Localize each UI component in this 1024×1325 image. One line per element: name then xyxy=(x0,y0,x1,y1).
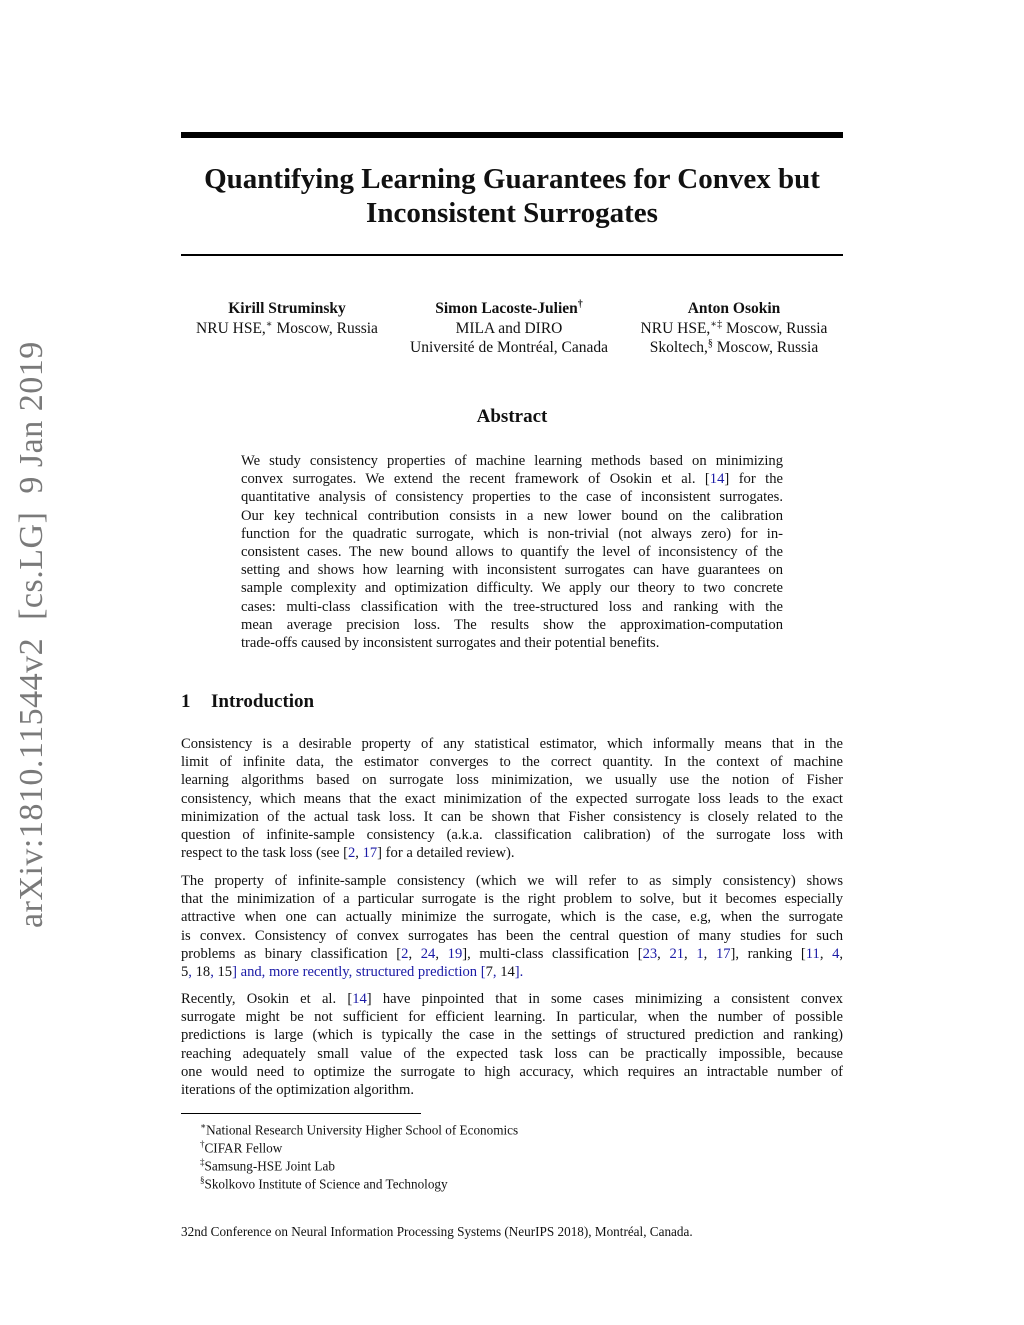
arxiv-sidebar-stamp xyxy=(13,341,53,928)
text-line: reaching adequately small value of the expected task loss can be practically impossible, because xyxy=(181,1045,843,1062)
text-line: that the minimization of a particular surrogate is the right problem to solve, but it becomes especially xyxy=(181,891,843,908)
text-line: question of infinite-sample consistency (a.k.a. classification calibration) of the surrogate loss with xyxy=(181,827,843,844)
text-line: mean average precision loss. The results show the approximation-computation xyxy=(241,616,783,633)
author-block xyxy=(625,299,843,358)
text-fragment: , xyxy=(435,945,448,962)
abstract-body xyxy=(241,452,783,652)
citation-link[interactable]: 23 xyxy=(642,945,658,962)
text-fragment: 18 xyxy=(195,964,211,981)
title-line-1: Quantifying Learning Guarantees for Convex but xyxy=(204,163,820,195)
text-fragment: , xyxy=(355,845,363,862)
text-line: surrogate might be not sufficient for efficient learning. In particular, when the number of possible xyxy=(181,1009,843,1026)
text-line: Our key technical contribution consists in a new lower bound on the calibration xyxy=(241,507,783,524)
text-line: limit of infinite data, the estimator converges to the correct quantity. In the context of machine xyxy=(181,754,843,771)
footnote-mark: ∗ xyxy=(200,1121,207,1131)
text-fragment: , xyxy=(684,945,697,962)
text-fragment: ] have pinpointed that in some cases minimizing a consistent convex xyxy=(366,991,843,1007)
text-fragment: problems as binary classification [ xyxy=(181,945,402,962)
text-line: consistency, which means that the exact minimization of the expected surrogate loss leads to the exact xyxy=(181,790,843,807)
text-line: cases: multi-class classification with the tree-structured loss and ranking with the xyxy=(241,598,783,615)
text-fragment: , xyxy=(819,945,833,962)
title-line-2: Inconsistent Surrogates xyxy=(366,197,658,229)
citation-link[interactable]: 17 xyxy=(362,845,378,862)
text-line: consistent cases. The new bound allows to quantify the level of inconsistency of the xyxy=(241,544,783,561)
footnote-text: Samsung-HSE Joint Lab xyxy=(204,1158,335,1174)
text-fragment: 14 xyxy=(500,964,515,981)
text-line: iterations of the optimization algorithm. xyxy=(181,1082,415,1099)
arxiv-category: [cs.LG] xyxy=(13,511,50,620)
citation-link[interactable]: , xyxy=(188,964,196,981)
abstract-heading: Abstract xyxy=(476,406,548,427)
footnote-mark: ‡ xyxy=(200,1157,205,1167)
text-line: trade-offs caused by inconsistent surrogates and their potential benefits. xyxy=(241,635,660,652)
citation-link[interactable]: 2 xyxy=(401,945,409,962)
footnote-text: Skolkovo Institute of Science and Technology xyxy=(204,1176,448,1192)
text-fragment: 5 xyxy=(181,964,189,981)
affiliation: MILA and DIRO xyxy=(455,319,563,337)
citation-link[interactable]: 2 xyxy=(347,845,356,862)
affiliation: Université de Montréal, Canada xyxy=(410,339,608,356)
footnote-mark: § xyxy=(200,1175,205,1185)
body-paragraph xyxy=(181,872,843,981)
text-fragment: ] for the xyxy=(724,471,783,488)
citation-link[interactable]: 19 xyxy=(447,945,463,962)
text-fragment: convex surrogates. We extend the recent framework of Osokin et al. [ xyxy=(241,471,710,488)
text-fragment: ], multi-class classification [ xyxy=(462,945,643,962)
affiliation: NRU HSE, xyxy=(640,319,711,337)
text-line xyxy=(241,470,783,488)
footnote-mark: † xyxy=(200,1139,205,1149)
author-name: Kirill Struminsky xyxy=(228,300,346,317)
citation-link[interactable]: 11 xyxy=(805,945,820,962)
text-fragment: ] for a detailed review). xyxy=(377,845,515,862)
text-line: setting and shows how learning with inconsistent surrogates can have guarantees on xyxy=(241,562,783,579)
text-fragment: respect to the task loss (see [ xyxy=(181,845,348,862)
text-fragment: , xyxy=(408,945,421,962)
body-paragraph xyxy=(181,735,843,862)
text-line: We study consistency properties of machine learning methods based on minimizing xyxy=(241,453,783,469)
text-line xyxy=(181,963,843,981)
section-number: 1 xyxy=(181,691,191,712)
citation-link[interactable]: 14 xyxy=(709,471,725,488)
citation-link[interactable]: ] and, more recently, structured prediction [ xyxy=(232,964,486,981)
affiliation: NRU HSE, xyxy=(196,319,266,337)
text-line: predictions is large (which is typically the case in the settings of structured prediction and ranking) xyxy=(181,1027,843,1044)
citation-link[interactable]: 14 xyxy=(352,991,367,1007)
affiliation: Skoltech, xyxy=(649,339,708,356)
footnote-text: National Research University Higher School of Economics xyxy=(206,1122,519,1138)
text-line: minimization of the actual task loss. It can be shown that Fisher consistency is closely related to the xyxy=(181,808,843,825)
author-block xyxy=(393,299,625,358)
paper-title xyxy=(181,162,843,230)
title-top-rule xyxy=(181,132,843,138)
text-line: quantitative analysis of consistency properties to the case of inconsistent surrogates. xyxy=(241,489,783,506)
citation-link[interactable]: 17 xyxy=(715,945,731,962)
footnote-mark: † xyxy=(577,298,583,310)
body-paragraph xyxy=(181,990,843,1099)
footnote xyxy=(200,1171,448,1193)
affiliation-location: Moscow, Russia xyxy=(722,319,828,337)
citation-link[interactable]: ]. xyxy=(514,964,524,981)
text-fragment: ], ranking [ xyxy=(730,945,806,962)
affiliation-location: Moscow, Russia xyxy=(712,339,819,356)
author-name: Anton Osokin xyxy=(687,300,781,317)
section-heading xyxy=(181,691,314,713)
text-fragment: Recently, Osokin et al. [ xyxy=(181,991,353,1007)
citation-link[interactable]: 21 xyxy=(669,945,685,962)
text-fragment: 7 xyxy=(485,964,493,981)
conference-footer: 32nd Conference on Neural Information Processing Systems (NeurIPS 2018), Montréal, Canada. xyxy=(181,1224,693,1239)
footnote-rule xyxy=(181,1113,421,1114)
text-line: one would need to optimize the surrogate to high accuracy, which requires an intractable number of xyxy=(181,1063,843,1080)
text-fragment: , xyxy=(703,945,716,962)
text-line xyxy=(181,844,843,862)
title-bottom-rule xyxy=(181,254,843,256)
text-line: sample complexity and optimization difficulty. We apply our theory to two concrete xyxy=(241,580,783,597)
text-fragment: , xyxy=(839,945,844,962)
text-line: learning algorithms based on surrogate loss minimization, we usually use the notion of Fisher xyxy=(181,772,843,789)
arxiv-date: 9 Jan 2019 xyxy=(13,341,50,494)
section-title: Introduction xyxy=(211,691,315,712)
citation-link[interactable]: , xyxy=(210,964,218,981)
text-line: is convex. Consistency of convex surrogates has been the central question of many studies for such xyxy=(181,927,843,944)
footnote-mark: § xyxy=(707,337,713,349)
text-line: Consistency is a desirable property of any statistical estimator, which informally means that in the xyxy=(181,736,843,752)
text-line: function for the quadratic surrogate, which is non-trivial (not always zero) for in- xyxy=(241,525,783,542)
text-line: attractive when one can actually minimize the surrogate, which is the case, e.g, when the surrogate xyxy=(181,909,843,926)
footnote-mark: ∗‡ xyxy=(710,318,723,330)
author-block xyxy=(181,299,393,338)
citation-link[interactable]: 4 xyxy=(832,945,840,962)
author-name: Simon Lacoste-Julien xyxy=(435,300,578,317)
footnote-mark: ∗ xyxy=(265,318,273,330)
text-line xyxy=(181,945,843,963)
text-fragment: , xyxy=(657,945,670,962)
text-fragment: 15 xyxy=(217,964,233,981)
arxiv-id: arXiv:1810.11544v2 xyxy=(13,637,50,928)
text-line: The property of infinite-sample consistency (which we will refer to as simply consistency) shows xyxy=(181,873,843,889)
citation-link[interactable]: 24 xyxy=(420,945,436,962)
citation-link[interactable]: 1 xyxy=(696,945,704,962)
text-line xyxy=(181,990,843,1008)
citation-link[interactable]: , xyxy=(492,964,501,981)
footnote-text: CIFAR Fellow xyxy=(204,1140,283,1156)
affiliation-location: Moscow, Russia xyxy=(272,319,378,337)
